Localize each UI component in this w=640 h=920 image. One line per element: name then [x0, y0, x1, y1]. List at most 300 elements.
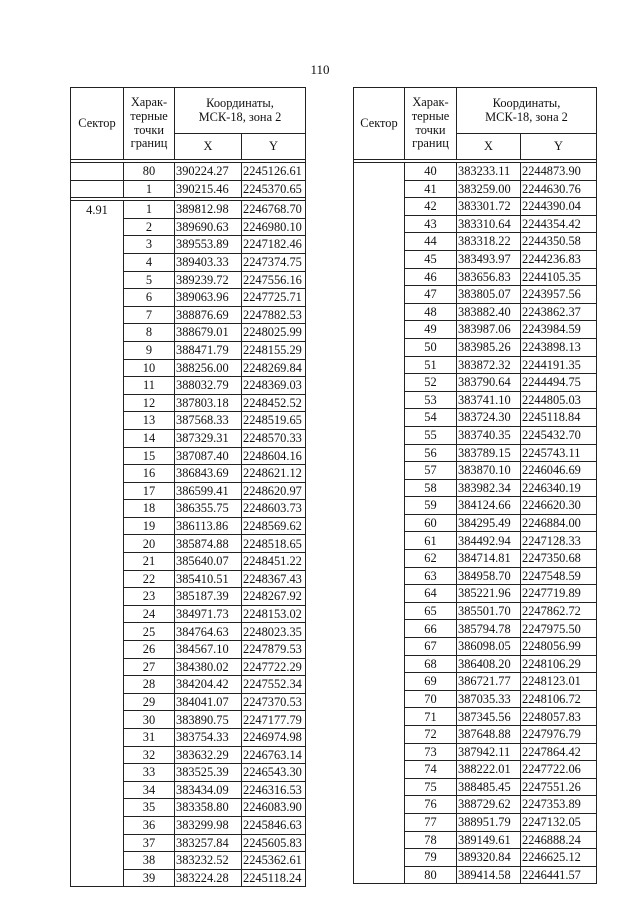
y-cell: 2248123.01: [521, 673, 597, 691]
table-row: [71, 201, 306, 219]
header-points-line1: Харак-: [412, 94, 449, 109]
x-cell: 384958.70: [457, 567, 521, 585]
y-cell: 2246620.30: [521, 497, 597, 515]
header-points: [405, 88, 457, 160]
table-row: [354, 532, 597, 550]
y-cell: 2248569.62: [242, 517, 306, 535]
table-row: [71, 676, 306, 694]
header-points: [124, 88, 175, 160]
table-row: [71, 180, 306, 198]
x-cell: 387087.40: [175, 447, 242, 465]
table-row: [71, 306, 306, 324]
table-row: [71, 359, 306, 377]
point-cell: 4: [124, 253, 175, 271]
sector-cell: [354, 849, 405, 867]
sector-cell: [354, 726, 405, 744]
x-cell: 383299.98: [175, 816, 242, 834]
x-cell: 387648.88: [457, 726, 521, 744]
sector-cell: [354, 567, 405, 585]
sector-cell: [354, 462, 405, 480]
sector-cell: [354, 708, 405, 726]
sector-cell: [71, 180, 124, 198]
table-row: [71, 834, 306, 852]
table-row: [354, 567, 597, 585]
x-cell: 387035.33: [457, 690, 521, 708]
header-points-line2: терные: [130, 108, 168, 123]
point-cell: 1: [124, 180, 175, 198]
header-x: X: [175, 134, 242, 160]
table-row: [354, 602, 597, 620]
table-row: [354, 233, 597, 251]
point-cell: 13: [124, 412, 175, 430]
point-cell: 70: [405, 690, 457, 708]
y-cell: 2244630.76: [521, 180, 597, 198]
y-cell: 2248570.33: [242, 429, 306, 447]
point-cell: 19: [124, 517, 175, 535]
point-cell: 53: [405, 391, 457, 409]
sector-cell: [71, 746, 124, 764]
table-row: [354, 215, 597, 233]
table-row: [354, 338, 597, 356]
y-cell: 2247132.05: [521, 813, 597, 831]
x-cell: 387568.33: [175, 412, 242, 430]
header-coords-line1: Координаты,: [206, 95, 274, 110]
sector-cell: [71, 429, 124, 447]
sector-cell: [71, 482, 124, 500]
point-cell: 50: [405, 338, 457, 356]
sector-cell: [71, 816, 124, 834]
x-cell: 386113.86: [175, 517, 242, 535]
table-row: [71, 517, 306, 535]
y-cell: 2244873.90: [521, 163, 597, 181]
point-cell: 45: [405, 250, 457, 268]
table-row: [71, 163, 306, 181]
table-row: [354, 550, 597, 568]
table-row: [71, 764, 306, 782]
y-cell: 2246768.70: [242, 201, 306, 219]
y-cell: 2247879.53: [242, 641, 306, 659]
x-cell: 383310.64: [457, 215, 521, 233]
y-cell: 2248056.99: [521, 638, 597, 656]
sector-cell: [354, 215, 405, 233]
point-cell: 68: [405, 655, 457, 673]
y-cell: 2246763.14: [242, 746, 306, 764]
x-cell: 385874.88: [175, 535, 242, 553]
y-cell: 2248452.52: [242, 394, 306, 412]
x-cell: 383789.15: [457, 444, 521, 462]
sector-cell: [354, 163, 405, 181]
y-cell: 2246316.53: [242, 781, 306, 799]
x-cell: 388032.79: [175, 377, 242, 395]
y-cell: 2246543.30: [242, 764, 306, 782]
x-cell: 387329.31: [175, 429, 242, 447]
sector-cell: [71, 641, 124, 659]
point-cell: 60: [405, 514, 457, 532]
y-cell: 2246884.00: [521, 514, 597, 532]
sector-cell: [354, 761, 405, 779]
x-cell: 383358.80: [175, 799, 242, 817]
x-cell: 389812.98: [175, 201, 242, 219]
table-row: [354, 743, 597, 761]
point-cell: 12: [124, 394, 175, 412]
sector-cell: [71, 553, 124, 571]
table-row: [354, 655, 597, 673]
sector-cell: [354, 638, 405, 656]
table-row: [71, 553, 306, 571]
point-cell: 39: [124, 869, 175, 887]
sector-cell: [71, 306, 124, 324]
y-cell: 2248153.02: [242, 605, 306, 623]
sector-cell: [354, 778, 405, 796]
point-cell: 23: [124, 588, 175, 606]
point-cell: 49: [405, 321, 457, 339]
sector-cell: [354, 866, 405, 884]
x-cell: 383724.30: [457, 409, 521, 427]
y-cell: 2244390.04: [521, 198, 597, 216]
x-cell: 383870.10: [457, 462, 521, 480]
x-cell: 384714.81: [457, 550, 521, 568]
y-cell: 2244191.35: [521, 356, 597, 374]
point-cell: 33: [124, 764, 175, 782]
sector-cell: [354, 796, 405, 814]
x-cell: 387345.56: [457, 708, 521, 726]
y-cell: 2247370.53: [242, 693, 306, 711]
table-row: [71, 605, 306, 623]
header-points-line4: границ: [412, 136, 449, 151]
y-cell: 2247725.71: [242, 289, 306, 307]
x-cell: 383233.11: [457, 163, 521, 181]
x-cell: 386843.69: [175, 465, 242, 483]
table-row: [71, 236, 306, 254]
x-cell: 388222.01: [457, 761, 521, 779]
x-cell: 390224.27: [175, 163, 242, 181]
table-row: [71, 588, 306, 606]
x-cell: 383741.10: [457, 391, 521, 409]
y-cell: 2245126.61: [242, 163, 306, 181]
y-cell: 2248369.03: [242, 377, 306, 395]
point-cell: 69: [405, 673, 457, 691]
table-row: [354, 426, 597, 444]
sector-cell: [71, 869, 124, 887]
table-row: [71, 852, 306, 870]
x-cell: 386098.05: [457, 638, 521, 656]
x-cell: 383259.00: [457, 180, 521, 198]
table-row: [354, 286, 597, 304]
header-y: Y: [521, 134, 597, 160]
x-cell: 383318.22: [457, 233, 521, 251]
point-cell: 47: [405, 286, 457, 304]
point-cell: 28: [124, 676, 175, 694]
y-cell: 2245370.65: [242, 180, 306, 198]
point-cell: 75: [405, 778, 457, 796]
y-cell: 2247975.50: [521, 620, 597, 638]
x-cell: 384295.49: [457, 514, 521, 532]
x-cell: 383301.72: [457, 198, 521, 216]
y-cell: 2247552.34: [242, 676, 306, 694]
y-cell: 2245362.61: [242, 852, 306, 870]
table-row: [354, 250, 597, 268]
x-cell: 389149.61: [457, 831, 521, 849]
x-cell: 383525.39: [175, 764, 242, 782]
y-cell: 2245118.24: [242, 869, 306, 887]
y-cell: 2243957.56: [521, 286, 597, 304]
point-cell: 35: [124, 799, 175, 817]
header-sector: Сектор: [354, 88, 405, 160]
sector-cell: [71, 163, 124, 181]
x-cell: 383987.06: [457, 321, 521, 339]
sector-cell: [354, 303, 405, 321]
table-row: [71, 394, 306, 412]
table-row: [71, 324, 306, 342]
table-row: [71, 289, 306, 307]
y-cell: 2244805.03: [521, 391, 597, 409]
table-row: [71, 623, 306, 641]
x-cell: 383632.29: [175, 746, 242, 764]
sector-cell: [354, 690, 405, 708]
point-cell: 26: [124, 641, 175, 659]
x-cell: 389553.89: [175, 236, 242, 254]
y-cell: 2246888.24: [521, 831, 597, 849]
y-cell: 2247548.59: [521, 567, 597, 585]
y-cell: 2246441.57: [521, 866, 597, 884]
x-cell: 385410.51: [175, 570, 242, 588]
table-row: [71, 729, 306, 747]
y-cell: 2248604.16: [242, 447, 306, 465]
sector-cell: [354, 673, 405, 691]
x-cell: 390215.46: [175, 180, 242, 198]
table-row: [71, 816, 306, 834]
sector-cell: [71, 341, 124, 359]
point-cell: 37: [124, 834, 175, 852]
point-cell: 15: [124, 447, 175, 465]
table-row: [354, 374, 597, 392]
point-cell: 1: [124, 201, 175, 219]
point-cell: 32: [124, 746, 175, 764]
point-cell: 10: [124, 359, 175, 377]
table-row: [71, 377, 306, 395]
sector-cell: [71, 535, 124, 553]
y-cell: 2245846.63: [242, 816, 306, 834]
table-row: [354, 391, 597, 409]
y-cell: 2248155.29: [242, 341, 306, 359]
point-cell: 54: [405, 409, 457, 427]
x-cell: 383790.64: [457, 374, 521, 392]
x-cell: 386599.41: [175, 482, 242, 500]
point-cell: 57: [405, 462, 457, 480]
sector-cell: [354, 444, 405, 462]
x-cell: 385794.78: [457, 620, 521, 638]
y-cell: 2245432.70: [521, 426, 597, 444]
x-cell: 387942.11: [457, 743, 521, 761]
x-cell: 384041.07: [175, 693, 242, 711]
point-cell: 80: [405, 866, 457, 884]
point-cell: 72: [405, 726, 457, 744]
point-cell: 9: [124, 341, 175, 359]
sector-cell: [354, 374, 405, 392]
table-row: [354, 708, 597, 726]
table-row: [71, 253, 306, 271]
sector-cell: [354, 497, 405, 515]
y-cell: 2248621.12: [242, 465, 306, 483]
y-cell: 2247177.79: [242, 711, 306, 729]
sector-cell: [354, 813, 405, 831]
sector-cell: [71, 781, 124, 799]
table-row: [71, 500, 306, 518]
header-points-line1: Харак-: [130, 94, 168, 109]
sector-cell: [71, 799, 124, 817]
sector-cell: [71, 588, 124, 606]
table-row: [354, 778, 597, 796]
header-coords-line1: Координаты,: [492, 95, 561, 110]
point-cell: 48: [405, 303, 457, 321]
y-cell: 2247976.79: [521, 726, 597, 744]
sector-cell: [71, 289, 124, 307]
header-coords: [175, 88, 306, 134]
point-cell: 22: [124, 570, 175, 588]
point-cell: 73: [405, 743, 457, 761]
sector-cell: [354, 180, 405, 198]
x-cell: 384204.42: [175, 676, 242, 694]
table-row: [354, 831, 597, 849]
table-row: [354, 462, 597, 480]
y-cell: 2248620.97: [242, 482, 306, 500]
y-cell: 2248023.35: [242, 623, 306, 641]
sector-cell: [71, 218, 124, 236]
sector-cell: [354, 602, 405, 620]
sector-cell: [354, 338, 405, 356]
table-row: [71, 341, 306, 359]
point-cell: 66: [405, 620, 457, 638]
point-cell: 77: [405, 813, 457, 831]
sector-cell: [354, 391, 405, 409]
sector-cell: [71, 693, 124, 711]
y-cell: 2244105.35: [521, 268, 597, 286]
y-cell: 2247722.06: [521, 761, 597, 779]
x-cell: 389063.96: [175, 289, 242, 307]
point-cell: 20: [124, 535, 175, 553]
sector-cell: [71, 517, 124, 535]
table-row: [354, 673, 597, 691]
sector-cell: [354, 286, 405, 304]
table-row: [71, 641, 306, 659]
y-cell: 2247128.33: [521, 532, 597, 550]
table-row: [71, 746, 306, 764]
x-cell: 384971.73: [175, 605, 242, 623]
page-number: 110: [310, 62, 330, 77]
coordinates-table-right: [353, 87, 597, 884]
header-y: Y: [242, 134, 306, 160]
point-cell: 44: [405, 233, 457, 251]
header-coords-line2: МСК-18, зона 2: [198, 109, 282, 124]
y-cell: 2244354.42: [521, 215, 597, 233]
table-row: [354, 761, 597, 779]
x-cell: 389414.58: [457, 866, 521, 884]
y-cell: 2246980.10: [242, 218, 306, 236]
y-cell: 2248267.92: [242, 588, 306, 606]
point-cell: 24: [124, 605, 175, 623]
point-cell: 17: [124, 482, 175, 500]
y-cell: 2247722.29: [242, 658, 306, 676]
y-cell: 2246046.69: [521, 462, 597, 480]
sector-cell: [354, 514, 405, 532]
y-cell: 2247350.68: [521, 550, 597, 568]
point-cell: 6: [124, 289, 175, 307]
y-cell: 2248106.29: [521, 655, 597, 673]
x-cell: 389403.33: [175, 253, 242, 271]
x-cell: 383754.33: [175, 729, 242, 747]
point-cell: 51: [405, 356, 457, 374]
sector-cell: [354, 585, 405, 603]
x-cell: 384764.63: [175, 623, 242, 641]
table-row: [71, 570, 306, 588]
sector-cell: [71, 412, 124, 430]
x-cell: 384567.10: [175, 641, 242, 659]
point-cell: 71: [405, 708, 457, 726]
table-row: [354, 690, 597, 708]
sector-cell: [354, 409, 405, 427]
point-cell: 40: [405, 163, 457, 181]
point-cell: 7: [124, 306, 175, 324]
sector-cell: [354, 831, 405, 849]
point-cell: 61: [405, 532, 457, 550]
sector-cell: [71, 359, 124, 377]
y-cell: 2248451.22: [242, 553, 306, 571]
point-cell: 38: [124, 852, 175, 870]
y-cell: 2244236.83: [521, 250, 597, 268]
point-cell: 31: [124, 729, 175, 747]
table-row: [354, 638, 597, 656]
sector-cell: [354, 620, 405, 638]
header-coords: [457, 88, 597, 134]
sector-cell: [71, 852, 124, 870]
point-cell: 65: [405, 602, 457, 620]
x-cell: 384380.02: [175, 658, 242, 676]
point-cell: 30: [124, 711, 175, 729]
table-row: [71, 658, 306, 676]
point-cell: 76: [405, 796, 457, 814]
table-row: [71, 218, 306, 236]
x-cell: 383493.97: [457, 250, 521, 268]
point-cell: 52: [405, 374, 457, 392]
x-cell: 388256.00: [175, 359, 242, 377]
point-cell: 46: [405, 268, 457, 286]
sector-cell: [354, 268, 405, 286]
x-cell: 384124.66: [457, 497, 521, 515]
table-row: [354, 585, 597, 603]
sector-cell: [71, 236, 124, 254]
point-cell: 29: [124, 693, 175, 711]
table-row: [354, 497, 597, 515]
sector-cell: [354, 532, 405, 550]
y-cell: 2243984.59: [521, 321, 597, 339]
y-cell: 2246974.98: [242, 729, 306, 747]
header-sector: Сектор: [71, 88, 124, 160]
y-cell: 2243898.13: [521, 338, 597, 356]
point-cell: 14: [124, 429, 175, 447]
sector-cell: [71, 570, 124, 588]
table-row: [71, 711, 306, 729]
sector-cell: [354, 356, 405, 374]
point-cell: 41: [405, 180, 457, 198]
header-points-line3: точки: [415, 122, 446, 137]
sector-cell: [71, 605, 124, 623]
y-cell: 2244494.75: [521, 374, 597, 392]
x-cell: 383656.83: [457, 268, 521, 286]
sector-cell: [354, 321, 405, 339]
table-row: [354, 303, 597, 321]
header-points-line4: границ: [130, 136, 168, 151]
sector-cell: [354, 426, 405, 444]
